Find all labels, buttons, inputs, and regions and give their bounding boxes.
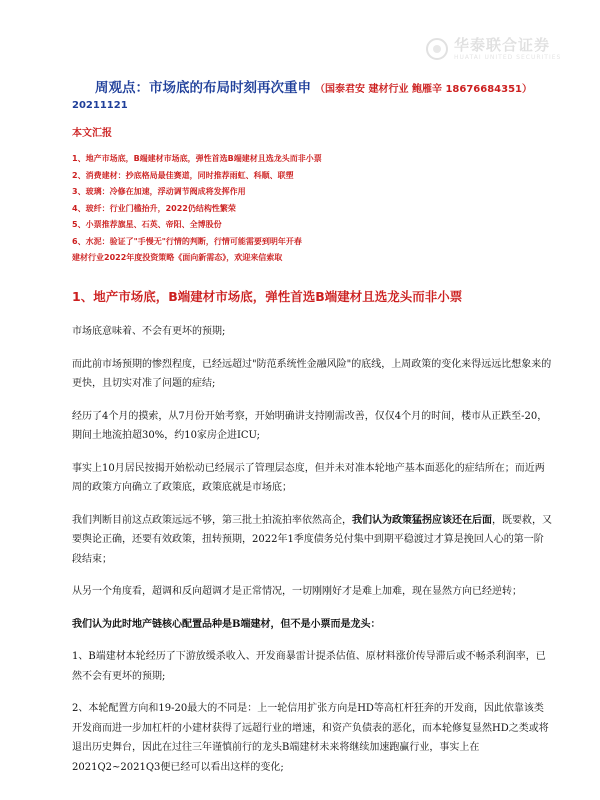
paragraph: 2、本轮配置方向和19-20最大的不同是：上一轮信用扩张方向是HD等高杠杆狂奔的开发商，因此依靠该类开发商而进一步加杠杆的小建材获得了远超行业的增速，和资产负债表的恶化，而本轮修复显然HD之类或将退出历史舞台，因此在过往三年谨慎前行的龙头B端建材未来将继续加速跑赢行业，事实上在2021Q2~2021Q3便已经可以看出这样的变化; xyxy=(72,703,549,773)
paragraph: 从另一个角度看，超调和反向超调才是正常情况，一切刚刚好才是难上加难，现在显然方向已经逆转； xyxy=(72,586,522,597)
title-author: （国泰君安 建材行业 鲍雁辛 18676684351） xyxy=(315,84,532,95)
logo-text-en: HUATAI UNITED SECURITIES xyxy=(454,53,562,61)
summary-heading: 本文汇报 xyxy=(72,128,112,139)
paragraph: 事实上10月居民按揭开始松动已经展示了管理层态度，但并未对准本轮地产基本面恶化的症结所在；而近两周的政策方向确立了政策底，政策底就是市场底； xyxy=(72,462,545,493)
section-heading: 1、地产市场底，B端建材市场底，弹性首选B端建材且选龙头而非小票 xyxy=(72,289,463,304)
logo-text-cn: 华泰联合证券 xyxy=(454,35,551,54)
summary-item: 3、玻璃：冷修在加速，浮动调节阀成将发挥作用 xyxy=(72,187,246,196)
paragraph: 市场底意味着、不会有更坏的预期; xyxy=(72,326,226,337)
company-logo xyxy=(426,34,584,64)
summary-item: 6、水泥：验证了"手慢无"行情的判断，行情可能需要到明年开春 xyxy=(72,236,302,246)
summary-list xyxy=(72,151,322,267)
key-conclusion: 我们认为此时地产链核心配置品种是B端建材，但不是小票而是龙头： xyxy=(72,618,381,630)
paragraph: 1、B端建材本轮经历了下游放缓杀收入、开发商暴雷计提杀估值、原材料涨价传导滞后或不畅杀利润率，已然不会有更坏的预期; xyxy=(72,651,546,682)
summary-item-strategy: 建材行业2022年度投资策略《面向新需态》，欢迎来信索取 xyxy=(72,253,283,262)
summary-item: 4、玻纤：行业门槛抬升，2022仍结构性繁荣 xyxy=(72,203,236,213)
paragraph: 经历了4个月的摸索，从7月份开始考察，开始明确讲支持刚需改善，仅仅4个月的时间，楼市从正跌至-20，期间土地流拍超30%，约10家房企进ICU; xyxy=(72,410,548,441)
document-title xyxy=(95,76,595,96)
title-main: 周观点：市场底的布局时刻再次重申 xyxy=(95,80,311,96)
section-body xyxy=(72,322,552,790)
paragraph: 而此前市场预期的惨烈程度，已经远超过"防范系统性金融风险"的底线，上周政策的变化来得远远比想象来的更快，且切实对准了问题的症结; xyxy=(72,358,552,389)
summary-item: 5、小票推荐旗星、石英、帝阳、全博股份 xyxy=(72,220,222,229)
report-date: 20211121 xyxy=(72,100,128,111)
summary-item: 2、消费建材：抄底格局最佳赛道，同时推荐雨虹、科顺、联塑 xyxy=(72,170,294,180)
emphasis-text: 我们认为政策猛拐应该还在后面 xyxy=(352,514,492,526)
logo-emblem-icon xyxy=(426,38,448,60)
paragraph: 我们判断目前这点政策远远不够，第三批土拍流拍率依然高企，我们认为政策猛拐应该还在后面，既要救，又要舆论正确，还要有效政策，扭转预期，2022年1季度债务兑付集中到期平稳渡过才算是挽回人心的第一阶段结束； xyxy=(72,514,552,565)
summary-item: 1、地产市场底，B端建材市场底，弹性首选B端建材且选龙头而非小票 xyxy=(72,154,322,163)
